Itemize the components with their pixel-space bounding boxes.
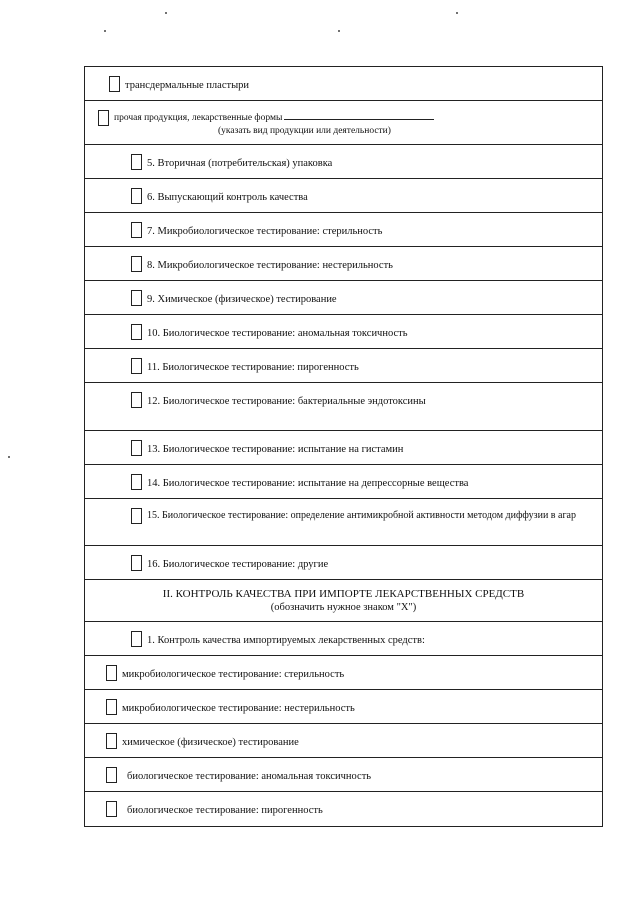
row-item-16 <box>85 546 602 580</box>
row-item-7 <box>85 213 602 247</box>
row-item-14 <box>85 465 602 499</box>
checkbox[interactable] <box>131 474 142 490</box>
row-label: прочая продукция, лекарственные формы <box>114 113 283 123</box>
section-2-header <box>85 580 602 622</box>
checkbox[interactable] <box>131 188 142 204</box>
checkbox[interactable] <box>131 392 142 408</box>
checkbox[interactable] <box>131 154 142 170</box>
row-label: биологическое тестирование: пирогенность <box>127 805 323 816</box>
section-subtitle: (обозначить нужное знаком "X") <box>270 602 417 613</box>
row-item-10 <box>85 315 602 349</box>
checkbox[interactable] <box>131 222 142 238</box>
row-import-chemical <box>85 724 602 758</box>
checkbox[interactable] <box>106 767 117 783</box>
row-label: 13. Биологическое тестирование: испытание на гистамин <box>147 444 404 455</box>
row-label: 5. Вторичная (потребительская) упаковка <box>147 158 333 169</box>
checkbox[interactable] <box>106 665 117 681</box>
row-import-pyrogenicity <box>85 792 602 826</box>
row-label: 14. Биологическое тестирование: испытание на депрессорные вещества <box>147 478 469 489</box>
row-import-control <box>85 622 602 656</box>
row-label: химическое (физическое) тестирование <box>122 737 299 748</box>
row-label: 10. Биологическое тестирование: аномальная токсичность <box>147 328 408 339</box>
checkbox[interactable] <box>131 508 142 524</box>
row-label: 7. Микробиологическое тестирование: стерильность <box>147 226 383 237</box>
row-label: 6. Выпускающий контроль качества <box>147 192 308 203</box>
checkbox[interactable] <box>131 555 142 571</box>
row-label: биологическое тестирование: аномальная токсичность <box>127 771 372 782</box>
row-item-9 <box>85 281 602 315</box>
row-item-6 <box>85 179 602 213</box>
row-label: 16. Биологическое тестирование: другие <box>147 559 329 570</box>
row-other-products <box>85 101 602 145</box>
row-label: 9. Химическое (физическое) тестирование <box>147 294 337 305</box>
row-item-13 <box>85 431 602 465</box>
row-label: микробиологическое тестирование: стерильность <box>122 669 345 680</box>
fill-in-line[interactable] <box>284 109 434 120</box>
checkbox[interactable] <box>131 256 142 272</box>
row-label: 1. Контроль качества импортируемых лекарственных средств: <box>147 635 425 646</box>
row-label: трансдермальные пластыри <box>125 80 250 91</box>
checkbox[interactable] <box>131 324 142 340</box>
row-item-8 <box>85 247 602 281</box>
row-label: 12. Биологическое тестирование: бактериальные эндотоксины <box>147 396 426 407</box>
row-item-5 <box>85 145 602 179</box>
row-hint: (указать вид продукции или деятельности) <box>218 126 391 136</box>
row-label: 8. Микробиологическое тестирование: нестерильность <box>147 260 393 271</box>
row-label: 11. Биологическое тестирование: пирогенность <box>147 362 359 373</box>
checkbox[interactable] <box>131 290 142 306</box>
row-import-sterility <box>85 656 602 690</box>
row-item-12 <box>85 383 602 431</box>
checkbox[interactable] <box>106 801 117 817</box>
form-table <box>84 66 603 827</box>
checkbox[interactable] <box>106 733 117 749</box>
row-transdermal <box>85 67 602 101</box>
checkbox[interactable] <box>109 76 120 92</box>
checkbox[interactable] <box>106 699 117 715</box>
checkbox[interactable] <box>131 358 142 374</box>
checkbox[interactable] <box>131 631 142 647</box>
row-item-11 <box>85 349 602 383</box>
checkbox[interactable] <box>98 110 109 126</box>
row-label: 15. Биологическое тестирование: определение антимикробной активности методом диффузии в агар <box>147 510 576 521</box>
section-title: II. КОНТРОЛЬ КАЧЕСТВА ПРИ ИМПОРТЕ ЛЕКАРСТВЕННЫХ СРЕДСТВ <box>162 588 525 600</box>
checkbox[interactable] <box>131 440 142 456</box>
row-label: микробиологическое тестирование: нестерильность <box>122 703 355 714</box>
row-item-15 <box>85 499 602 546</box>
row-import-nonsterility <box>85 690 602 724</box>
row-import-toxicity <box>85 758 602 792</box>
